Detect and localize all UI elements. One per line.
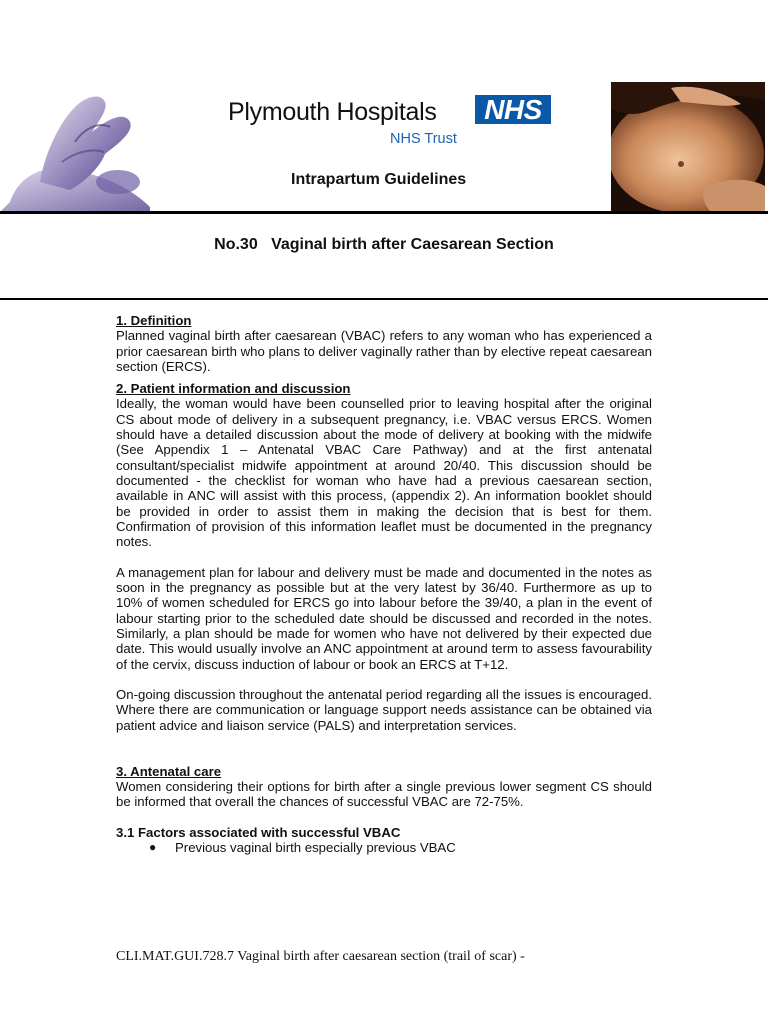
definition-heading: 1. Definition: [116, 313, 192, 328]
guideline-type: Intrapartum Guidelines: [291, 171, 467, 188]
patient-info-paragraph-2: A management plan for labour and delivery must be made and documented in the notes as soon in the pregnancy as possible but at the very latest by 36/40. Furthermore as up to 10% of women scheduled for ERCS go into labour before the 39/40, a plan in the event of labour starting prior to the scheduled date should be discussed and recorded in the notes. Similarly, a plan should be made for women who have not delivered by their expected due date. This would usually involve an ANC appointment at around term to assess favourability of the cervix, discuss induction of labour or book an ERCS at T+12.: [116, 564, 652, 672]
nhs-logo: NHS: [475, 95, 551, 124]
document-title: No.30 Vaginal birth after Caesarean Section: [214, 236, 554, 253]
header-divider: [0, 211, 768, 214]
page-footer: CLI.MAT.GUI.728.7 Vaginal birth after caesarean section (trail of scar) -: [116, 949, 525, 964]
definition-text: Planned vaginal birth after caesarean (VBAC) refers to any woman who has experienced a prior caesarean birth who plans to deliver vaginally rather than by elective repeat caesarean section (ERCS).: [116, 328, 652, 374]
antenatal-heading: 3. Antenatal care: [116, 763, 222, 779]
patient-info-paragraph-3: On-going discussion throughout the antenatal period regarding all the issues is encouraged. Where there are communication or language support needs assistance can be obtained via patient advice and liaison service (PALS) and interpretation services.: [116, 687, 652, 733]
patient-info-heading: 2. Patient information and discussion: [116, 381, 351, 397]
patient-info-paragraph-1: Ideally, the woman would have been counselled prior to leaving hospital after the original CS about mode of delivery in a subsequent pregnancy, i.e. VBAC versus ERCS. Women should have a detailed discussion about the mode of delivery at booking with the midwife (See Appendix 1 – Antenatal VBAC Care Pathway) and at the first antenatal consultant/specialist midwife appointment at around 20/40. This discussion should be documented - the checklist for woman who have had a previous caesarean section, available in ANC will assist with this process, (appendix 2). An information booklet should be provided in order to assist them in making the decision that is best for them. Confirmation of provision of this information leaflet must be documented in the pregnancy notes.: [116, 396, 652, 550]
organisation-subtitle: NHS Trust: [390, 131, 457, 147]
list-item-text: Previous vaginal birth especially previous VBAC: [175, 840, 456, 856]
list-item: [116, 840, 652, 855]
document-body: [116, 313, 652, 855]
bullet-icon: ●: [149, 840, 157, 855]
factors-subheading: 3.1 Factors associated with successful VBAC: [116, 824, 401, 840]
baby-hand-photo: [0, 82, 150, 212]
organisation-name: Plymouth Hospitals: [228, 98, 437, 126]
title-divider: [0, 298, 768, 300]
factors-list: [116, 840, 652, 855]
pregnant-belly-photo: [611, 82, 765, 212]
antenatal-text: Women considering their options for birth after a single previous lower segment CS should be informed that overall the chances of successful VBAC are 72-75%.: [116, 778, 652, 810]
